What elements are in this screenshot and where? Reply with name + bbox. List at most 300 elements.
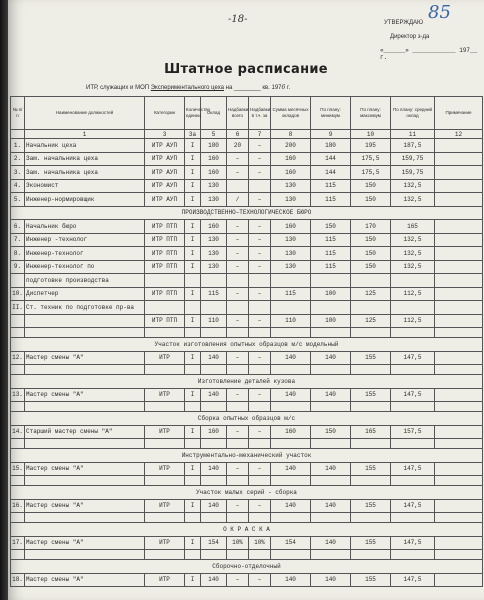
section-row	[11, 206, 483, 220]
category-cell: ИТР АУП	[145, 139, 185, 153]
empty-cell	[227, 550, 249, 560]
column-header: Количество единиц	[185, 97, 201, 130]
quantity-cell: I	[185, 388, 201, 402]
average-cell: 147,5	[391, 536, 435, 550]
blank-row	[11, 476, 483, 486]
average-cell: 147,5	[391, 573, 435, 587]
table-row	[11, 536, 483, 550]
empty-cell	[145, 439, 185, 449]
position-name: Начальник бюро	[25, 220, 145, 234]
empty-cell	[351, 476, 391, 486]
salary-cell: 140	[201, 462, 227, 476]
allowance-cell: –	[227, 152, 249, 166]
quantity-cell: I	[185, 247, 201, 261]
position-name: Мастер смены "А"	[25, 462, 145, 476]
position-name-continued: подготовке производства	[25, 274, 145, 288]
min-cell: 144	[311, 166, 351, 180]
table-row	[11, 301, 483, 315]
empty-cell	[435, 476, 483, 486]
column-header: Оклад	[201, 97, 227, 130]
allowance-detail-cell: –	[249, 193, 271, 207]
column-number: 12	[435, 130, 483, 139]
allowance-detail-cell: –	[249, 425, 271, 439]
quantity-cell: I	[185, 287, 201, 301]
salary-cell: 130	[201, 179, 227, 193]
row-number: 6.	[11, 220, 25, 234]
allowance-detail-cell: –	[249, 233, 271, 247]
salary-cell: 160	[201, 220, 227, 234]
max-cell: 150	[351, 193, 391, 207]
column-number: 8	[271, 130, 311, 139]
average-cell: 147,5	[391, 462, 435, 476]
column-header: Наименование должностей	[25, 97, 145, 130]
empty-cell	[271, 328, 311, 338]
empty-cell	[185, 550, 201, 560]
allowance-detail-cell: –	[249, 260, 271, 274]
blank-row	[11, 365, 483, 375]
quantity-cell: I	[185, 233, 201, 247]
allowance-detail-cell: –	[249, 139, 271, 153]
empty-cell	[351, 328, 391, 338]
allowance-cell: /	[227, 193, 249, 207]
empty-cell	[435, 402, 483, 412]
allowance-cell: –	[227, 351, 249, 365]
allowance-detail-cell: –	[249, 499, 271, 513]
note-cell	[435, 287, 483, 301]
empty-cell	[271, 550, 311, 560]
max-cell: 150	[351, 233, 391, 247]
column-number-row	[11, 130, 483, 139]
column-number: 9	[311, 130, 351, 139]
monthly-sum-cell: 160	[271, 220, 311, 234]
salary-cell: 140	[201, 573, 227, 587]
max-cell: 125	[351, 314, 391, 328]
empty-cell	[185, 402, 201, 412]
empty-cell	[351, 439, 391, 449]
quantity-cell: I	[185, 351, 201, 365]
salary-cell: 130	[201, 233, 227, 247]
empty-cell	[227, 476, 249, 486]
note-cell	[435, 152, 483, 166]
column-header: Надбавки: всего	[227, 97, 249, 130]
empty-cell	[145, 328, 185, 338]
min-cell: 140	[311, 388, 351, 402]
empty-cell	[311, 328, 351, 338]
min-cell: 144	[311, 152, 351, 166]
monthly-sum-cell: 140	[271, 573, 311, 587]
section-title: Сборочно-отделочный	[11, 560, 483, 574]
max-cell	[351, 301, 391, 315]
note-cell	[435, 351, 483, 365]
empty-cell	[145, 476, 185, 486]
empty-cell	[227, 513, 249, 523]
category-cell: ИТР	[145, 462, 185, 476]
empty-cell	[25, 550, 145, 560]
position-name: Ст. техник по подготовке пр-ва	[25, 301, 145, 315]
section-row	[11, 412, 483, 426]
section-title: Изготовление деталей кузова	[11, 375, 483, 389]
row-number: 9.	[11, 260, 25, 274]
min-cell: 140	[311, 499, 351, 513]
year-suffix: г.	[287, 85, 291, 91]
continuation-row	[11, 274, 483, 288]
allowance-cell: –	[227, 499, 249, 513]
category-cell: ИТР	[145, 573, 185, 587]
quantity-cell	[185, 301, 201, 315]
column-number: 3а	[185, 130, 201, 139]
min-cell: 140	[311, 536, 351, 550]
empty-cell	[391, 550, 435, 560]
empty-cell	[185, 274, 201, 288]
category-cell: ИТР АУП	[145, 152, 185, 166]
row-number: 4.	[11, 179, 25, 193]
row-number: 18.	[11, 573, 25, 587]
empty-cell	[271, 365, 311, 375]
salary-cell: 115	[201, 287, 227, 301]
section-row	[11, 486, 483, 500]
section-title: ПРОИЗВОДСТВЕННО–ТЕХНОЛОГИЧЕСКОЕ БЮРО	[11, 206, 483, 220]
position-name: Экономист	[25, 179, 145, 193]
blank-row	[11, 328, 483, 338]
min-cell: 100	[311, 314, 351, 328]
allowance-detail-cell: –	[249, 220, 271, 234]
quantity-cell: I	[185, 220, 201, 234]
category-cell: ИТР ПТП	[145, 233, 185, 247]
average-cell: 132,5	[391, 260, 435, 274]
table-row	[11, 193, 483, 207]
allowance-detail-cell: –	[249, 314, 271, 328]
empty-cell	[249, 439, 271, 449]
average-cell: 132,5	[391, 247, 435, 261]
table-row	[11, 260, 483, 274]
category-cell: ИТР ПТП	[145, 260, 185, 274]
row-number: 1.	[11, 139, 25, 153]
column-number: 10	[351, 130, 391, 139]
empty-cell	[391, 328, 435, 338]
empty-cell	[25, 513, 145, 523]
row-number: 2.	[11, 152, 25, 166]
position-name: Зам. начальника цеха	[25, 152, 145, 166]
allowance-cell: –	[227, 388, 249, 402]
empty-cell	[249, 513, 271, 523]
empty-cell	[227, 274, 249, 288]
quantity-cell: I	[185, 536, 201, 550]
year-digit: 6	[281, 84, 286, 91]
section-row	[11, 560, 483, 574]
empty-cell	[227, 328, 249, 338]
max-cell: 125	[351, 287, 391, 301]
empty-cell	[201, 328, 227, 338]
column-header: № п/п	[11, 97, 25, 130]
allowance-cell: –	[227, 220, 249, 234]
max-cell: 155	[351, 462, 391, 476]
empty-cell	[11, 274, 25, 288]
max-cell: 155	[351, 536, 391, 550]
min-cell: 115	[311, 179, 351, 193]
column-header: Примечание	[435, 97, 483, 130]
empty-cell	[271, 402, 311, 412]
table-row	[11, 425, 483, 439]
max-cell: 155	[351, 573, 391, 587]
allowance-detail-cell: –	[249, 287, 271, 301]
empty-cell	[201, 550, 227, 560]
empty-cell	[271, 513, 311, 523]
empty-cell	[435, 550, 483, 560]
salary-cell: 154	[201, 536, 227, 550]
note-cell	[435, 220, 483, 234]
note-cell	[435, 247, 483, 261]
table-row	[11, 573, 483, 587]
empty-cell	[25, 402, 145, 412]
average-cell: 132,5	[391, 233, 435, 247]
allowance-cell: 10%	[227, 536, 249, 550]
empty-cell	[11, 550, 25, 560]
section-row	[11, 523, 483, 537]
empty-cell	[311, 513, 351, 523]
min-cell: 115	[311, 260, 351, 274]
salary-cell: 130	[201, 193, 227, 207]
empty-cell	[391, 365, 435, 375]
empty-cell	[145, 274, 185, 288]
allowance-cell: –	[227, 425, 249, 439]
table-row	[11, 314, 483, 328]
table-row	[11, 388, 483, 402]
empty-cell	[227, 402, 249, 412]
column-number: 7	[249, 130, 271, 139]
max-cell: 150	[351, 260, 391, 274]
note-cell	[435, 301, 483, 315]
monthly-sum-cell: 140	[271, 388, 311, 402]
allowance-cell: –	[227, 462, 249, 476]
empty-cell	[145, 402, 185, 412]
empty-cell	[311, 402, 351, 412]
empty-cell	[227, 439, 249, 449]
quantity-cell: I	[185, 193, 201, 207]
monthly-sum-cell: 110	[271, 314, 311, 328]
max-cell: 150	[351, 247, 391, 261]
empty-cell	[185, 365, 201, 375]
row-number: II.	[11, 301, 25, 315]
category-cell: ИТР АУП	[145, 166, 185, 180]
date-line: «______» ____________ 197__ г.	[380, 47, 478, 61]
table-row	[11, 351, 483, 365]
max-cell: 195	[351, 139, 391, 153]
allowance-detail-cell	[249, 301, 271, 315]
category-cell: ИТР ПТП	[145, 247, 185, 261]
empty-cell	[311, 439, 351, 449]
row-number: 14.	[11, 425, 25, 439]
max-cell: 175,5	[351, 166, 391, 180]
empty-cell	[435, 328, 483, 338]
note-cell	[435, 139, 483, 153]
empty-cell	[249, 328, 271, 338]
row-number	[11, 314, 25, 328]
blank-row	[11, 513, 483, 523]
note-cell	[435, 166, 483, 180]
section-row	[11, 338, 483, 352]
monthly-sum-cell: 115	[271, 287, 311, 301]
empty-cell	[185, 328, 201, 338]
position-name: Старший мастер смены "А"	[25, 425, 145, 439]
empty-cell	[271, 439, 311, 449]
column-header: По плану: средний оклад	[391, 97, 435, 130]
position-name: Зам. начальника цеха	[25, 166, 145, 180]
average-cell: 147,5	[391, 388, 435, 402]
monthly-sum-cell: 130	[271, 260, 311, 274]
note-cell	[435, 388, 483, 402]
monthly-sum-cell: 130	[271, 233, 311, 247]
salary-cell: 110	[201, 314, 227, 328]
position-name	[25, 314, 145, 328]
document-subtitle	[86, 84, 290, 91]
empty-cell	[311, 274, 351, 288]
note-cell	[435, 260, 483, 274]
binding-edge	[0, 0, 8, 600]
empty-cell	[25, 328, 145, 338]
quantity-cell: I	[185, 573, 201, 587]
empty-cell	[201, 476, 227, 486]
row-number: 12.	[11, 351, 25, 365]
position-name: Инженер-технолог	[25, 247, 145, 261]
monthly-sum-cell: 140	[271, 351, 311, 365]
quantity-cell: I	[185, 166, 201, 180]
department-name: Экспериментального цеха	[150, 85, 224, 91]
allowance-cell: –	[227, 166, 249, 180]
category-cell: ИТР АУП	[145, 179, 185, 193]
row-number: 5.	[11, 193, 25, 207]
min-cell: 140	[311, 462, 351, 476]
quantity-cell: I	[185, 314, 201, 328]
allowance-cell: –	[227, 314, 249, 328]
min-cell: 140	[311, 573, 351, 587]
position-name: Мастер смены "А"	[25, 388, 145, 402]
monthly-sum-cell: 154	[271, 536, 311, 550]
empty-cell	[25, 439, 145, 449]
note-cell	[435, 536, 483, 550]
row-number: 3.	[11, 166, 25, 180]
category-cell	[145, 301, 185, 315]
page-number: -18-	[228, 14, 248, 25]
empty-cell	[201, 402, 227, 412]
empty-cell	[11, 439, 25, 449]
allowance-cell: –	[227, 287, 249, 301]
section-title: Участок изготовления опытных образцов м/с модельный	[11, 338, 483, 352]
average-cell: 187,5	[391, 139, 435, 153]
monthly-sum-cell: 140	[271, 499, 311, 513]
monthly-sum-cell: 160	[271, 152, 311, 166]
max-cell: 165	[351, 425, 391, 439]
allowance-cell: 20	[227, 139, 249, 153]
section-row	[11, 449, 483, 463]
allowance-detail-cell: –	[249, 573, 271, 587]
note-cell	[435, 314, 483, 328]
table-row	[11, 287, 483, 301]
average-cell: 112,5	[391, 314, 435, 328]
document-page	[8, 0, 484, 600]
monthly-sum-cell: 130	[271, 193, 311, 207]
empty-cell	[145, 513, 185, 523]
empty-cell	[227, 365, 249, 375]
table-row	[11, 462, 483, 476]
salary-cell: 130	[201, 247, 227, 261]
row-number: 15.	[11, 462, 25, 476]
position-name: Мастер смены "А"	[25, 499, 145, 513]
empty-cell	[271, 476, 311, 486]
min-cell: 115	[311, 193, 351, 207]
empty-cell	[391, 274, 435, 288]
max-cell: 155	[351, 388, 391, 402]
monthly-sum-cell: 130	[271, 179, 311, 193]
table-header-row	[11, 97, 483, 130]
empty-cell	[185, 439, 201, 449]
empty-cell	[11, 476, 25, 486]
blank-row	[11, 439, 483, 449]
position-name: Инженер-нормировщик	[25, 193, 145, 207]
average-cell: 132,5	[391, 193, 435, 207]
allowance-detail-cell: 10%	[249, 536, 271, 550]
subtitle-suffix: на ________ кв. 197	[225, 85, 282, 91]
min-cell: 150	[311, 220, 351, 234]
note-cell	[435, 179, 483, 193]
category-cell: ИТР ПТП	[145, 314, 185, 328]
empty-cell	[391, 439, 435, 449]
quantity-cell: I	[185, 139, 201, 153]
table-row	[11, 247, 483, 261]
empty-cell	[351, 365, 391, 375]
allowance-detail-cell	[249, 179, 271, 193]
column-number: 1	[25, 130, 145, 139]
row-number: 7.	[11, 233, 25, 247]
average-cell: 159,75	[391, 166, 435, 180]
position-name: Мастер смены "А"	[25, 573, 145, 587]
min-cell: 115	[311, 247, 351, 261]
quantity-cell: I	[185, 425, 201, 439]
allowance-cell: –	[227, 260, 249, 274]
empty-cell	[391, 402, 435, 412]
column-number: 5	[201, 130, 227, 139]
min-cell: 100	[311, 287, 351, 301]
stamp-number: 85	[428, 2, 451, 23]
empty-cell	[271, 274, 311, 288]
empty-cell	[351, 402, 391, 412]
salary-cell: 160	[201, 425, 227, 439]
empty-cell	[249, 402, 271, 412]
empty-cell	[435, 365, 483, 375]
max-cell: 155	[351, 499, 391, 513]
empty-cell	[249, 476, 271, 486]
min-cell	[311, 301, 351, 315]
empty-cell	[201, 365, 227, 375]
table-row	[11, 220, 483, 234]
salary-cell	[201, 301, 227, 315]
column-number	[11, 130, 25, 139]
monthly-sum-cell: 160	[271, 425, 311, 439]
empty-cell	[311, 476, 351, 486]
monthly-sum-cell: 130	[271, 247, 311, 261]
salary-cell: 130	[201, 260, 227, 274]
column-number: 11	[391, 130, 435, 139]
section-row	[11, 375, 483, 389]
allowance-detail-cell: –	[249, 152, 271, 166]
empty-cell	[25, 365, 145, 375]
row-number: 16.	[11, 499, 25, 513]
position-name: Инженер -технолог	[25, 233, 145, 247]
empty-cell	[11, 328, 25, 338]
average-cell: 165	[391, 220, 435, 234]
allowance-cell: –	[227, 573, 249, 587]
category-cell: ИТР	[145, 388, 185, 402]
section-title: Инструментально-механический участок	[11, 449, 483, 463]
